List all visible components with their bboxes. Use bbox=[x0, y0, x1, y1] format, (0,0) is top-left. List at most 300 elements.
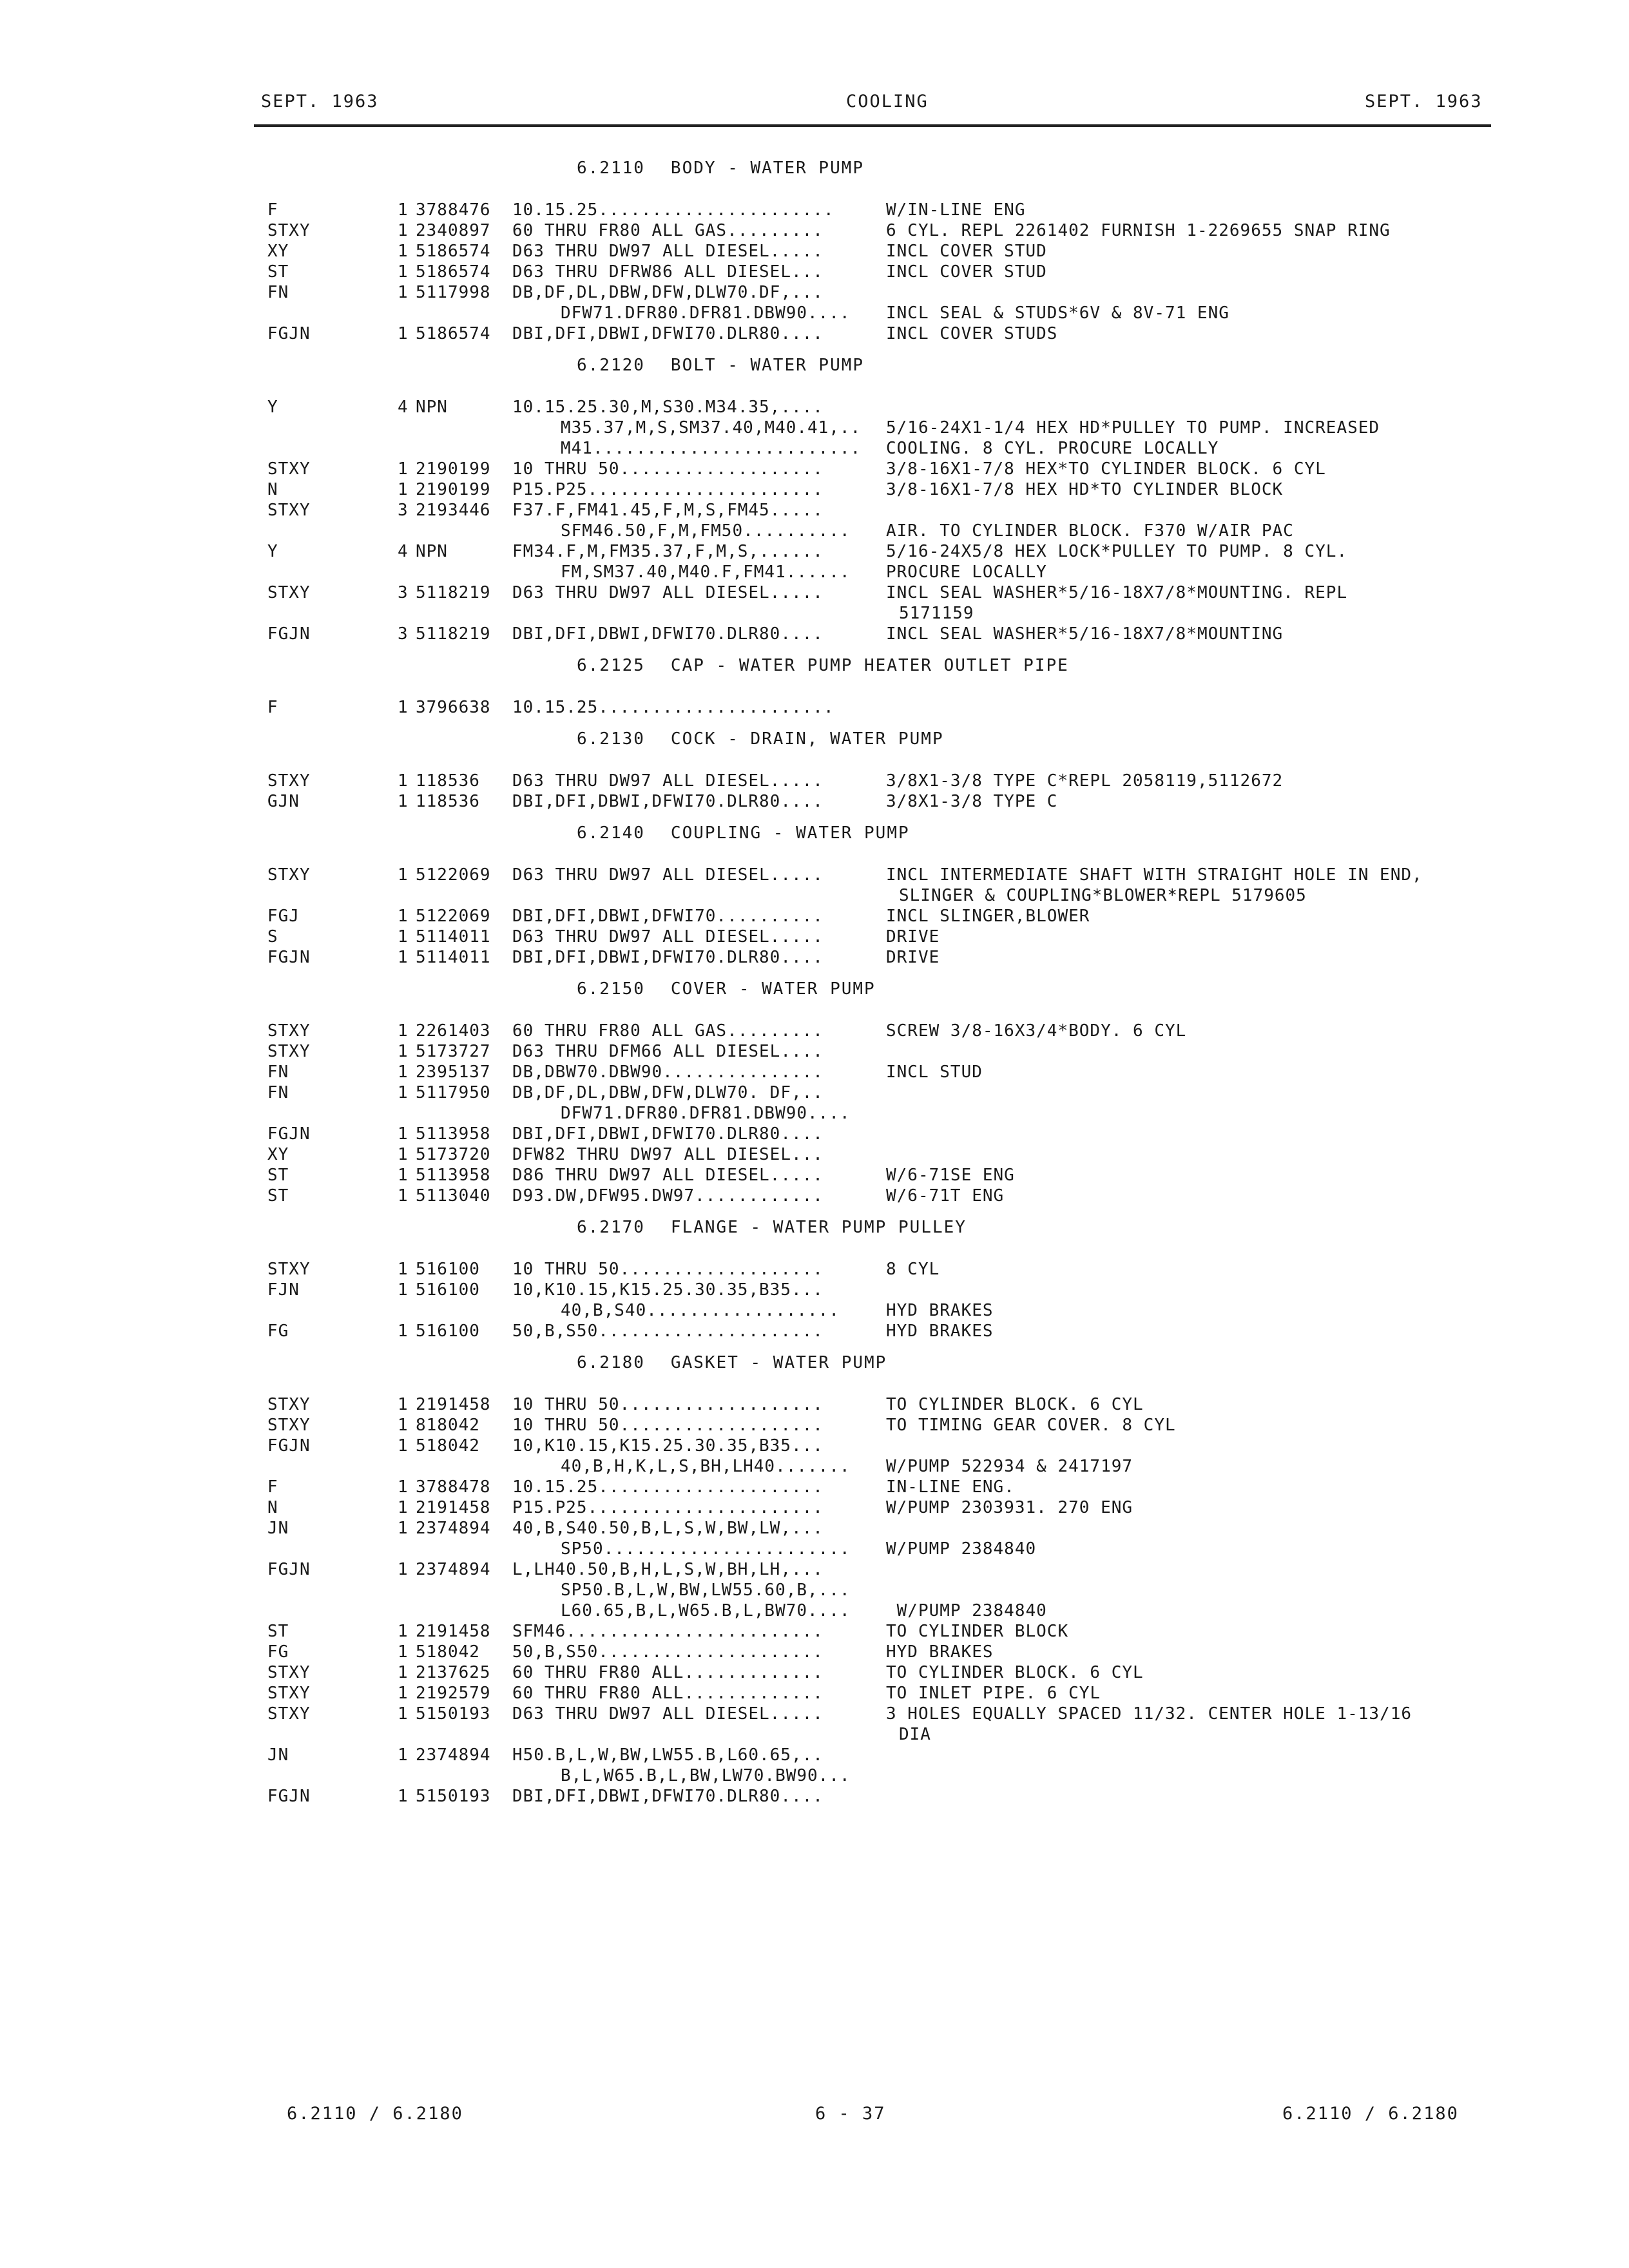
section-heading bbox=[267, 1353, 1492, 1394]
model-code: STXY bbox=[267, 771, 311, 791]
application: 60 THRU FR80 ALL............. bbox=[512, 1663, 824, 1682]
part-number: 516100 bbox=[416, 1321, 480, 1341]
quantity: 1 bbox=[398, 771, 409, 791]
application: 50,B,S50..................... bbox=[512, 1642, 824, 1662]
part-number: 5114011 bbox=[416, 927, 491, 947]
model-code: STXY bbox=[267, 1395, 311, 1414]
part-number: 5113958 bbox=[416, 1166, 491, 1185]
remarks: 6 CYL. REPL 2261402 FURNISH 1-2269655 SNAP RING bbox=[886, 221, 1391, 240]
part-number: 5150193 bbox=[416, 1787, 491, 1806]
application: DFW82 THRU DW97 ALL DIESEL... bbox=[512, 1145, 824, 1164]
application: 40,B,S40.50,B,L,S,W,BW,LW,... bbox=[512, 1519, 824, 1538]
quantity: 1 bbox=[398, 1042, 409, 1061]
application: SP50....................... bbox=[561, 1539, 851, 1559]
parts-row bbox=[267, 459, 1492, 479]
part-number: 2190199 bbox=[416, 480, 491, 499]
remarks: INCL COVER STUD bbox=[886, 262, 1047, 282]
remarks: TO TIMING GEAR COVER. 8 CYL bbox=[886, 1416, 1176, 1435]
model-code: FGJN bbox=[267, 1124, 311, 1144]
quantity: 1 bbox=[398, 1021, 409, 1041]
section-title: CAP - WATER PUMP HEATER OUTLET PIPE bbox=[670, 656, 1069, 675]
parts-row bbox=[267, 1436, 1492, 1456]
part-number: 2395137 bbox=[416, 1062, 491, 1082]
parts-row bbox=[267, 1300, 1492, 1321]
remarks: 5/16-24X5/8 HEX LOCK*PULLEY TO PUMP. 8 CYL. bbox=[886, 542, 1348, 561]
parts-row bbox=[267, 1765, 1492, 1786]
catalog-section bbox=[267, 356, 1492, 644]
model-code: FG bbox=[267, 1642, 289, 1662]
parts-row bbox=[267, 582, 1492, 603]
application: FM,SM37.40,M40.F,FM41...... bbox=[561, 562, 851, 582]
parts-row bbox=[267, 1082, 1492, 1103]
quantity: 1 bbox=[398, 242, 409, 261]
model-code: XY bbox=[267, 242, 289, 261]
application: D63 THRU DW97 ALL DIESEL..... bbox=[512, 771, 824, 791]
application: DFW71.DFR80.DFR81.DBW90.... bbox=[561, 303, 851, 323]
remarks: IN-LINE ENG. bbox=[886, 1477, 1015, 1497]
remarks: HYD BRAKES bbox=[886, 1321, 994, 1341]
remarks: INCL COVER STUDS bbox=[886, 324, 1058, 343]
application: D63 THRU DW97 ALL DIESEL..... bbox=[512, 242, 824, 261]
parts-row bbox=[267, 1497, 1492, 1518]
section-title: COCK - DRAIN, WATER PUMP bbox=[670, 729, 944, 749]
remarks: INCL COVER STUD bbox=[886, 242, 1047, 261]
footer-range-right: 6.2110 / 6.2180 bbox=[1282, 2104, 1459, 2124]
quantity: 1 bbox=[398, 1560, 409, 1579]
quantity: 1 bbox=[398, 1416, 409, 1435]
parts-row bbox=[267, 1559, 1492, 1580]
remarks: PROCURE LOCALLY bbox=[886, 562, 1047, 582]
part-number: 5186574 bbox=[416, 262, 491, 282]
model-code: ST bbox=[267, 1622, 289, 1641]
model-code: STXY bbox=[267, 583, 311, 602]
quantity: 1 bbox=[398, 1477, 409, 1497]
quantity: 1 bbox=[398, 1280, 409, 1300]
part-number: 818042 bbox=[416, 1416, 480, 1435]
remarks: INCL STUD bbox=[886, 1062, 983, 1082]
parts-row bbox=[267, 1144, 1492, 1165]
parts-row bbox=[267, 418, 1492, 438]
quantity: 1 bbox=[398, 1166, 409, 1185]
application: SP50.B,L,W,BW,LW55.60,B,... bbox=[561, 1581, 851, 1600]
parts-row bbox=[267, 603, 1492, 624]
model-code: JN bbox=[267, 1519, 289, 1538]
parts-row bbox=[267, 1062, 1492, 1082]
part-number: 5118219 bbox=[416, 583, 491, 602]
model-code: FGJN bbox=[267, 1436, 311, 1456]
application: 10.15.25.30,M,S30.M34.35,.... bbox=[512, 398, 824, 417]
application: H50.B,L,W,BW,LW55.B,L60.65,.. bbox=[512, 1745, 824, 1765]
part-number: 516100 bbox=[416, 1280, 480, 1300]
page-number: 6 - 37 bbox=[815, 2104, 886, 2124]
model-code: STXY bbox=[267, 221, 311, 240]
application: 40,B,S40.................. bbox=[561, 1301, 840, 1320]
remarks: TO CYLINDER BLOCK. 6 CYL bbox=[886, 1395, 1144, 1414]
application: DB,DF,DL,DBW,DFW,DLW70.DF,... bbox=[512, 283, 824, 302]
application: D93.DW,DFW95.DW97............ bbox=[512, 1186, 824, 1206]
section-heading bbox=[267, 729, 1492, 771]
application: 10.15.25...................... bbox=[512, 698, 834, 717]
model-code: STXY bbox=[267, 1663, 311, 1682]
model-code: Y bbox=[267, 398, 278, 417]
part-number: 3796638 bbox=[416, 698, 491, 717]
quantity: 1 bbox=[398, 1745, 409, 1765]
parts-row bbox=[267, 220, 1492, 241]
section-number: 6.2150 bbox=[577, 979, 645, 999]
application: M35.37,M,S,SM37.40,M40.41,.. bbox=[561, 418, 862, 437]
part-number: 3788478 bbox=[416, 1477, 491, 1497]
parts-row bbox=[267, 1683, 1492, 1704]
application: B,L,W65.B,L,BW,LW70.BW90... bbox=[561, 1766, 851, 1785]
quantity: 1 bbox=[398, 200, 409, 220]
parts-row bbox=[267, 500, 1492, 521]
part-number: 5173720 bbox=[416, 1145, 491, 1164]
parts-row bbox=[267, 885, 1492, 906]
remarks: W/PUMP 2384840 bbox=[886, 1539, 1037, 1559]
quantity: 1 bbox=[398, 1321, 409, 1341]
part-number: 2190199 bbox=[416, 459, 491, 479]
catalog-section bbox=[267, 979, 1492, 1206]
remarks: TO INLET PIPE. 6 CYL bbox=[886, 1684, 1101, 1703]
parts-row bbox=[267, 1415, 1492, 1436]
parts-row bbox=[267, 1786, 1492, 1807]
parts-row bbox=[267, 1280, 1492, 1300]
parts-row bbox=[267, 1724, 1492, 1745]
quantity: 1 bbox=[398, 1062, 409, 1082]
parts-row bbox=[267, 1745, 1492, 1765]
part-number: 2193446 bbox=[416, 501, 491, 520]
remarks: COOLING. 8 CYL. PROCURE LOCALLY bbox=[886, 439, 1219, 458]
remarks: DRIVE bbox=[886, 948, 940, 967]
part-number: 5122069 bbox=[416, 865, 491, 885]
application: D63 THRU DW97 ALL DIESEL..... bbox=[512, 583, 824, 602]
remarks: W/IN-LINE ENG bbox=[886, 200, 1026, 220]
parts-row bbox=[267, 1539, 1492, 1559]
parts-row bbox=[267, 624, 1492, 644]
part-number: 5118219 bbox=[416, 624, 491, 644]
parts-row bbox=[267, 791, 1492, 812]
parts-row bbox=[267, 865, 1492, 885]
part-number: 5173727 bbox=[416, 1042, 491, 1061]
parts-row bbox=[267, 282, 1492, 303]
model-code: STXY bbox=[267, 1416, 311, 1435]
model-code: STXY bbox=[267, 1260, 311, 1279]
remarks: W/6-71SE ENG bbox=[886, 1166, 1015, 1185]
parts-row bbox=[267, 697, 1492, 718]
header-date-right: SEPT. 1963 bbox=[1365, 91, 1483, 111]
remarks: 5/16-24X1-1/4 HEX HD*PULLEY TO PUMP. INCREASED bbox=[886, 418, 1380, 437]
parts-row bbox=[267, 1580, 1492, 1600]
model-code: N bbox=[267, 480, 278, 499]
section-number: 6.2125 bbox=[577, 656, 645, 675]
application: D63 THRU DFRW86 ALL DIESEL... bbox=[512, 262, 824, 282]
part-number: 5150193 bbox=[416, 1704, 491, 1724]
parts-row bbox=[267, 562, 1492, 582]
application: DB,DF,DL,DBW,DFW,DLW70. DF,.. bbox=[512, 1083, 824, 1102]
header-section-title: COOLING bbox=[846, 91, 929, 111]
application: 10 THRU 50................... bbox=[512, 1416, 824, 1435]
model-code: S bbox=[267, 927, 278, 947]
model-code: N bbox=[267, 1498, 278, 1517]
part-number: 2374894 bbox=[416, 1560, 491, 1579]
application: DBI,DFI,DBWI,DFWI70.DLR80.... bbox=[512, 1124, 824, 1144]
model-code: FJN bbox=[267, 1280, 300, 1300]
section-heading bbox=[267, 356, 1492, 397]
model-code: FN bbox=[267, 283, 289, 302]
quantity: 1 bbox=[398, 1498, 409, 1517]
model-code: Y bbox=[267, 542, 278, 561]
model-code: FGJN bbox=[267, 324, 311, 343]
parts-row bbox=[267, 906, 1492, 927]
catalog-section bbox=[267, 656, 1492, 718]
part-number: 3788476 bbox=[416, 200, 491, 220]
model-code: STXY bbox=[267, 501, 311, 520]
section-heading bbox=[267, 823, 1492, 865]
header-rule bbox=[254, 124, 1491, 127]
quantity: 1 bbox=[398, 1083, 409, 1102]
remarks: 3 HOLES EQUALLY SPACED 11/32. CENTER HOLE 1-13/16 bbox=[886, 1704, 1412, 1724]
quantity: 1 bbox=[398, 1145, 409, 1164]
remarks: 3/8X1-3/8 TYPE C bbox=[886, 792, 1058, 811]
part-number: 5122069 bbox=[416, 907, 491, 926]
quantity: 1 bbox=[398, 1124, 409, 1144]
quantity: 1 bbox=[398, 865, 409, 885]
section-title: BODY - WATER PUMP bbox=[670, 159, 865, 178]
part-number: NPN bbox=[416, 542, 448, 561]
part-number: 5113040 bbox=[416, 1186, 491, 1206]
model-code: JN bbox=[267, 1745, 289, 1765]
quantity: 1 bbox=[398, 1704, 409, 1724]
application: D63 THRU DW97 ALL DIESEL..... bbox=[512, 927, 824, 947]
remarks: TO CYLINDER BLOCK bbox=[886, 1622, 1069, 1641]
catalog-section bbox=[267, 823, 1492, 968]
quantity: 1 bbox=[398, 221, 409, 240]
model-code: STXY bbox=[267, 459, 311, 479]
application: 10.15.25...................... bbox=[512, 200, 834, 220]
quantity: 1 bbox=[398, 698, 409, 717]
parts-row bbox=[267, 323, 1492, 344]
parts-list bbox=[267, 155, 1492, 1818]
part-number: 5113958 bbox=[416, 1124, 491, 1144]
model-code: FGJN bbox=[267, 624, 311, 644]
application: 10.15.25..................... bbox=[512, 1477, 824, 1497]
remarks: INCL SEAL WASHER*5/16-18X7/8*MOUNTING bbox=[886, 624, 1284, 644]
application: SFM46.50,F,M,FM50.......... bbox=[561, 521, 851, 541]
remarks: DIA bbox=[899, 1725, 931, 1744]
parts-row bbox=[267, 1321, 1492, 1341]
quantity: 1 bbox=[398, 324, 409, 343]
application: 60 THRU FR80 ALL GAS......... bbox=[512, 1021, 824, 1041]
quantity: 1 bbox=[398, 1684, 409, 1703]
parts-row bbox=[267, 1394, 1492, 1415]
model-code: STXY bbox=[267, 1021, 311, 1041]
parts-row bbox=[267, 1456, 1492, 1477]
remarks: 3/8X1-3/8 TYPE C*REPL 2058119,5112672 bbox=[886, 771, 1284, 791]
section-heading bbox=[267, 656, 1492, 697]
quantity: 1 bbox=[398, 1642, 409, 1662]
part-number: 2191458 bbox=[416, 1395, 491, 1414]
remarks: W/PUMP 522934 & 2417197 bbox=[886, 1457, 1133, 1476]
parts-row bbox=[267, 1021, 1492, 1041]
model-code: STXY bbox=[267, 865, 311, 885]
application: 40,B,H,K,L,S,BH,LH40....... bbox=[561, 1457, 851, 1476]
remarks: INCL SLINGER,BLOWER bbox=[886, 907, 1090, 926]
section-title: COUPLING - WATER PUMP bbox=[670, 823, 910, 843]
application: D86 THRU DW97 ALL DIESEL..... bbox=[512, 1166, 824, 1185]
part-number: 2374894 bbox=[416, 1519, 491, 1538]
parts-row bbox=[267, 771, 1492, 791]
part-number: 2374894 bbox=[416, 1745, 491, 1765]
section-title: COVER - WATER PUMP bbox=[670, 979, 876, 999]
model-code: STXY bbox=[267, 1042, 311, 1061]
application: L60.65,B,L,W65.B,L,BW70.... bbox=[561, 1601, 851, 1620]
parts-row bbox=[267, 1662, 1492, 1683]
application: D63 THRU DFM66 ALL DIESEL.... bbox=[512, 1042, 824, 1061]
part-number: NPN bbox=[416, 398, 448, 417]
remarks: INCL SEAL WASHER*5/16-18X7/8*MOUNTING. REPL bbox=[886, 583, 1348, 602]
parts-row bbox=[267, 1518, 1492, 1539]
application: FM34.F,M,FM35.37,F,M,S,...... bbox=[512, 542, 824, 561]
part-number: 2191458 bbox=[416, 1498, 491, 1517]
remarks: HYD BRAKES bbox=[886, 1642, 994, 1662]
part-number: 518042 bbox=[416, 1642, 480, 1662]
model-code: FGJ bbox=[267, 907, 300, 926]
model-code: F bbox=[267, 200, 278, 220]
quantity: 1 bbox=[398, 262, 409, 282]
application: M41......................... bbox=[561, 439, 862, 458]
parts-row bbox=[267, 927, 1492, 947]
model-code: XY bbox=[267, 1145, 289, 1164]
parts-row bbox=[267, 1186, 1492, 1206]
quantity: 1 bbox=[398, 1260, 409, 1279]
quantity: 1 bbox=[398, 1395, 409, 1414]
parts-row bbox=[267, 479, 1492, 500]
section-title: GASKET - WATER PUMP bbox=[670, 1353, 887, 1372]
parts-row bbox=[267, 303, 1492, 323]
quantity: 4 bbox=[398, 398, 409, 417]
application: DFW71.DFR80.DFR81.DBW90.... bbox=[561, 1104, 851, 1123]
section-number: 6.2120 bbox=[577, 356, 645, 375]
part-number: 5117998 bbox=[416, 283, 491, 302]
remarks: AIR. TO CYLINDER BLOCK. F370 W/AIR PAC bbox=[886, 521, 1294, 541]
quantity: 4 bbox=[398, 542, 409, 561]
quantity: 1 bbox=[398, 283, 409, 302]
quantity: 1 bbox=[398, 1787, 409, 1806]
quantity: 1 bbox=[398, 907, 409, 926]
part-number: 2261403 bbox=[416, 1021, 491, 1041]
application: DBI,DFI,DBWI,DFWI70.DLR80.... bbox=[512, 324, 824, 343]
quantity: 1 bbox=[398, 792, 409, 811]
remarks: INCL INTERMEDIATE SHAFT WITH STRAIGHT HOLE IN END, bbox=[886, 865, 1423, 885]
quantity: 1 bbox=[398, 1663, 409, 1682]
model-code: F bbox=[267, 1477, 278, 1497]
catalog-section bbox=[267, 1353, 1492, 1807]
quantity: 1 bbox=[398, 1436, 409, 1456]
quantity: 1 bbox=[398, 1519, 409, 1538]
quantity: 1 bbox=[398, 948, 409, 967]
remarks: DRIVE bbox=[886, 927, 940, 947]
section-number: 6.2140 bbox=[577, 823, 645, 843]
part-number: 518042 bbox=[416, 1436, 480, 1456]
application: SFM46........................ bbox=[512, 1622, 824, 1641]
parts-row bbox=[267, 1642, 1492, 1662]
application: DBI,DFI,DBWI,DFWI70.DLR80.... bbox=[512, 948, 824, 967]
application: 60 THRU FR80 ALL GAS......... bbox=[512, 221, 824, 240]
application: 10 THRU 50................... bbox=[512, 459, 824, 479]
part-number: 5114011 bbox=[416, 948, 491, 967]
quantity: 3 bbox=[398, 501, 409, 520]
remarks: 3/8-16X1-7/8 HEX HD*TO CYLINDER BLOCK bbox=[886, 480, 1284, 499]
remarks: HYD BRAKES bbox=[886, 1301, 994, 1320]
header-date-left: SEPT. 1963 bbox=[261, 91, 379, 111]
parts-row bbox=[267, 262, 1492, 282]
quantity: 1 bbox=[398, 1186, 409, 1206]
application: DBI,DFI,DBWI,DFWI70.......... bbox=[512, 907, 824, 926]
model-code: FGJN bbox=[267, 1787, 311, 1806]
quantity: 3 bbox=[398, 624, 409, 644]
parts-row bbox=[267, 1704, 1492, 1724]
application: P15.P25...................... bbox=[512, 1498, 824, 1517]
parts-row bbox=[267, 1600, 1492, 1621]
model-code: FGJN bbox=[267, 948, 311, 967]
parts-row bbox=[267, 200, 1492, 220]
remarks: 8 CYL bbox=[886, 1260, 940, 1279]
parts-row bbox=[267, 947, 1492, 968]
parts-row bbox=[267, 397, 1492, 418]
quantity: 1 bbox=[398, 480, 409, 499]
application: 60 THRU FR80 ALL............. bbox=[512, 1684, 824, 1703]
remarks: SCREW 3/8-16X3/4*BODY. 6 CYL bbox=[886, 1021, 1187, 1041]
part-number: 5186574 bbox=[416, 324, 491, 343]
part-number: 2192579 bbox=[416, 1684, 491, 1703]
section-heading bbox=[267, 1218, 1492, 1259]
footer-range-left: 6.2110 / 6.2180 bbox=[287, 2104, 463, 2124]
model-code: STXY bbox=[267, 1684, 311, 1703]
model-code: FN bbox=[267, 1083, 289, 1102]
remarks: 5171159 bbox=[899, 604, 974, 623]
section-number: 6.2170 bbox=[577, 1218, 645, 1237]
application: DB,DBW70.DBW90............... bbox=[512, 1062, 824, 1082]
part-number: 5117950 bbox=[416, 1083, 491, 1102]
part-number: 2191458 bbox=[416, 1622, 491, 1641]
model-code: FN bbox=[267, 1062, 289, 1082]
application: DBI,DFI,DBWI,DFWI70.DLR80.... bbox=[512, 792, 824, 811]
parts-row bbox=[267, 1477, 1492, 1497]
catalog-section bbox=[267, 729, 1492, 812]
application: 10,K10.15,K15.25.30.35,B35... bbox=[512, 1436, 824, 1456]
application: L,LH40.50,B,H,L,S,W,BH,LH,... bbox=[512, 1560, 824, 1579]
parts-row bbox=[267, 521, 1492, 541]
application: 50,B,S50..................... bbox=[512, 1321, 824, 1341]
quantity: 3 bbox=[398, 583, 409, 602]
model-code: F bbox=[267, 698, 278, 717]
quantity: 1 bbox=[398, 1622, 409, 1641]
quantity: 1 bbox=[398, 927, 409, 947]
remarks: SLINGER & COUPLING*BLOWER*REPL 5179605 bbox=[899, 886, 1307, 905]
part-number: 5186574 bbox=[416, 242, 491, 261]
parts-row bbox=[267, 1103, 1492, 1124]
application: DBI,DFI,DBWI,DFWI70.DLR80.... bbox=[512, 1787, 824, 1806]
model-code: FG bbox=[267, 1321, 289, 1341]
section-number: 6.2130 bbox=[577, 729, 645, 749]
quantity: 1 bbox=[398, 459, 409, 479]
application: P15.P25...................... bbox=[512, 480, 824, 499]
application: 10,K10.15,K15.25.30.35,B35... bbox=[512, 1280, 824, 1300]
part-number: 516100 bbox=[416, 1260, 480, 1279]
remarks: TO CYLINDER BLOCK. 6 CYL bbox=[886, 1663, 1144, 1682]
parts-row bbox=[267, 1165, 1492, 1186]
parts-row bbox=[267, 541, 1492, 562]
